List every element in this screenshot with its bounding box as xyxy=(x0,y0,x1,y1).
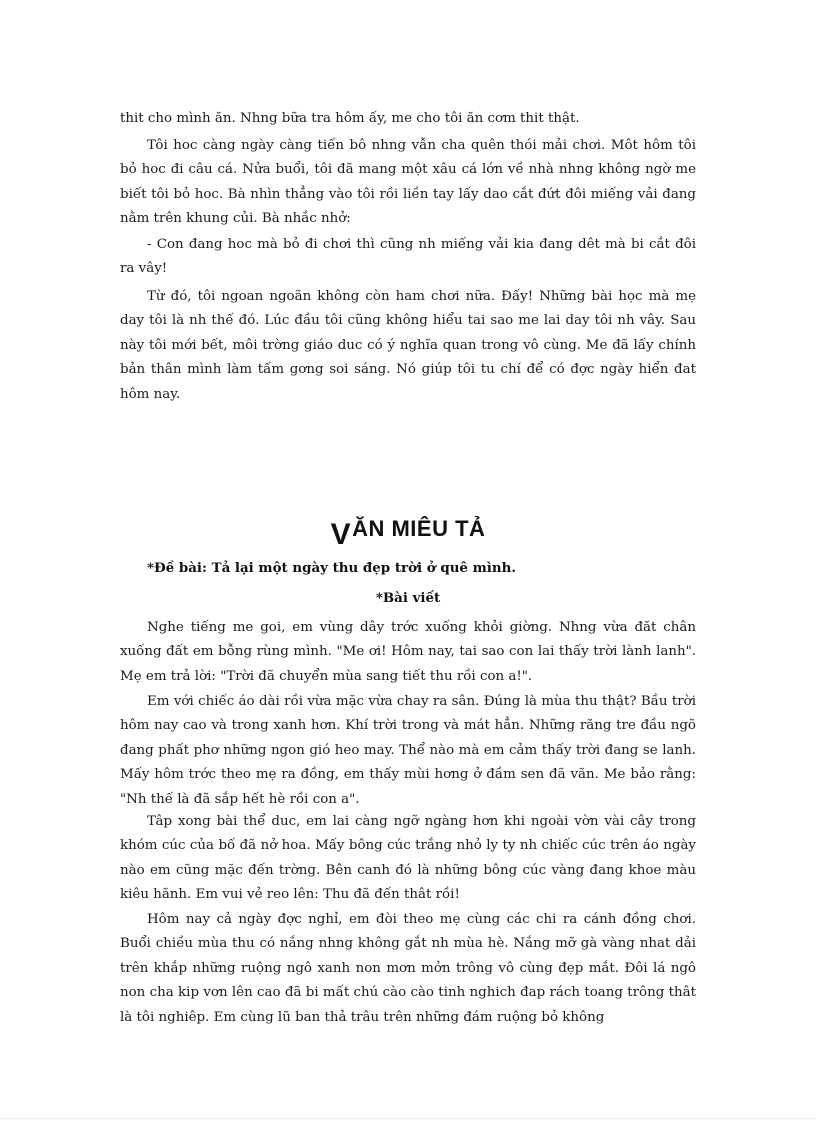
paragraph: thit cho mình ăn. Nhng bữa tra hôm ấy, me cho tôi ăn cơm thit thật. xyxy=(120,111,580,126)
essay-prompt: *Đề bài: Tả lại một ngày thu đẹp trời ở quê mình. xyxy=(147,560,517,576)
essay-subheading: *Bài viết xyxy=(375,590,441,606)
paragraph: - Con đang hoc mà bỏ đi chơi thì cũng nh miếng vải kia đang dêt mà bi cắt đôi ra vây! xyxy=(120,237,696,277)
paragraph: Hôm nay cả ngày đợc nghỉ, em đòi theo mẹ cùng các chi ra cánh đồng chơi. Buổi chiều mùa thu có nắng nhng không gắt nh mùa hè. Nắng mỡ gà vàng nhat dải trên khắp những ruộng ngô xanh non mơn mởn trông vô cùng đẹp mắt. Đôi lá ngô non cha kip vơn lên cao đã bi mất chú cào cào tinh nghich đap rách toang trông thât là tôi nghiêp. Em cùng lũ ban thả trâu trên những đám ruộng bỏ không xyxy=(120,912,696,1025)
paragraph: Tâp xong bài thể duc, em lai càng ngỡ ngàng hơn khi ngoài vờn vài cây trong khóm cúc của bố đã nở hoa. Mấy bông cúc trắng nhỏ ly ty nh chiếc cúc trên áo ngày nào em cũng mặc đến trờng. Bên canh đó là những bông cúc vàng đang khoe màu kiêu hãnh. Em vui vẻ reo lên: Thu đã đến thât rồi! xyxy=(120,814,696,903)
page-bottom-edge xyxy=(0,1118,816,1119)
paragraph: Tôi hoc càng ngày càng tiến bô nhng vẫn cha quên thói mải chơi. Môt hôm tôi bỏ hoc đi câu cá. Nửa buổi, tôi đã mang một xâu cá lớn về nhà nhng không ngờ me biết tôi bỏ hoc. Bà nhìn thẳng vào tôi rồi liền tay lấy dao cắt đứt đôi miếng vải đang nằm trên khung củi. Bà nhắc nhở: xyxy=(120,138,696,227)
paragraph: Nghe tiếng me goi, em vùng dây trớc xuống khỏi giờng. Nhng vừa đăt chân xuống đất em bỗng rùng mình. "Me ơi! Hôm nay, tai sao con lai thấy trời lành lanh". Mẹ em trả lời: "Trời đã chuyển mùa sang tiết thu rồi con a!". xyxy=(120,620,696,684)
section-title-rest: ĂN MIÊU TẢ xyxy=(352,516,486,541)
paragraph: Từ đó, tôi ngoan ngoãn không còn ham chơi nữa. Đấy! Những bài học mà mẹ day tôi là nh thế đó. Lúc đầu tôi cũng không hiểu tai sao me lai day tôi nh vây. Sau này tôi mới bết, môi trờng giáo duc có ý nghĩa quan trong vô cùng. Me đã lấy chính bản thân mình làm tấm gơng soi sáng. Nó giúp tôi tu chí để có đợc ngày hiển đat hôm nay. xyxy=(120,289,696,402)
section-title-initial: V xyxy=(330,518,352,551)
paragraph: Em với chiếc áo dài rồi vừa mặc vừa chay ra sân. Đúng là mùa thu thật? Bầu trời hôm nay cao và trong xanh hơn. Khí trời trong và mát hẳn. Những răng tre đầu ngõ đang phất phơ những ngon gió heo may. Thể nào mà em cảm thấy trời đang se lanh. Mấy hôm trớc theo mẹ ra đồng, em thấy mùi hơng ở đầm sen đã vãn. Me bảo rằng: "Nh thế là đã sắp hết hè rồi con a". xyxy=(120,694,696,807)
section-title xyxy=(0,516,816,552)
